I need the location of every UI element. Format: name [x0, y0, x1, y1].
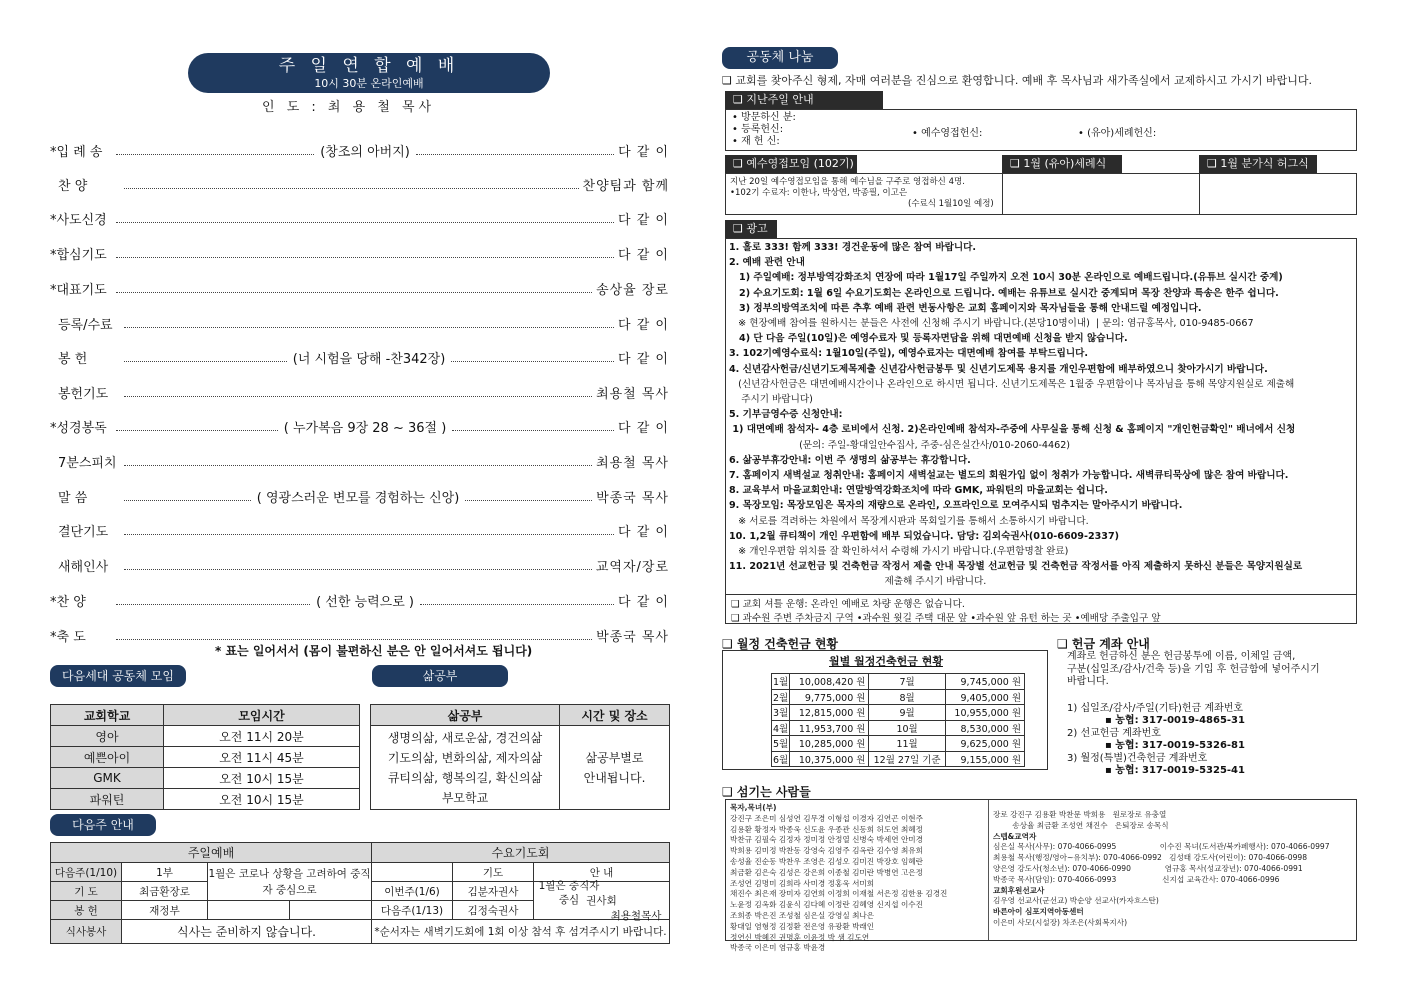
fund-month: 11월	[869, 736, 945, 752]
ad-line: ※ 서로를 격려하는 차원에서 목장게시판과 목회일기를 통해서 소통하시기 바랍니다.	[729, 515, 1089, 527]
order-label: 등록/수료	[58, 317, 113, 333]
cell	[290, 901, 372, 920]
standing-note: * 표는 일어서서 (몸이 불편하신 분은 안 일어서셔도 됩니다)	[215, 644, 533, 658]
leader-dots	[124, 180, 579, 189]
order-detail: ( 누가복음 9장 28 ~ 36절 )	[283, 420, 447, 436]
leader-dots	[452, 422, 614, 431]
server-line: 스텝&교역자	[993, 831, 1037, 841]
welcome-text: ❑ 교회를 찾아주신 형제, 자매 여러분을 진심으로 환영합니다. 예배 후 목사님과 새가족실에서 교제하시고 가시기 바랍니다.	[722, 74, 1312, 87]
fund-amount: 8,530,000 원	[945, 720, 1024, 736]
ad-line: 1) 주일예배: 정부방역강화조치 연장에 따라 1월17일 주일까지 오전 10시 30분 온라인으로 예배드립니다.(유튜브 실시간 중계)	[729, 272, 1283, 284]
order-leader: 교역자/장로	[595, 559, 669, 575]
leader-dots	[420, 596, 614, 605]
server-line: 조희종 박은진 조성철 심은실 강영실 최나은	[730, 910, 875, 920]
order-item	[50, 243, 669, 263]
school-name: GMK	[51, 768, 164, 789]
ads-list	[729, 240, 1302, 590]
last-week-box	[725, 109, 1357, 151]
cell: 안 내	[534, 863, 670, 882]
building-fund-caption: 월별 월정건축헌금 현황	[829, 655, 943, 668]
sunday-header: 주일예배	[51, 843, 372, 863]
order-item	[50, 347, 669, 367]
building-fund-box	[722, 650, 1048, 770]
servers-title: ❑ 섬기는 사람들	[722, 785, 811, 799]
order-detail: (창조의 아버지)	[320, 144, 410, 160]
samgongbu-course: 부모학교	[441, 790, 489, 805]
ad-line: 2. 예배 관련 안내	[729, 257, 805, 269]
ads-title: ❑ 광고	[725, 220, 777, 238]
cell	[208, 901, 290, 920]
server-line: 송성율 진순동 박찬우 조영은 김성오 김미진 박장호 임혜란	[730, 856, 923, 866]
order-label: 찬 양	[58, 178, 88, 194]
rededication-label: • 재 헌 신:	[732, 136, 780, 147]
visitors-label: • 방문하신 분:	[732, 112, 796, 123]
account-number: ▪ 농협: 317-0019-4865-31	[1105, 715, 1245, 726]
fund-month: 6월	[772, 751, 790, 767]
order-leader: 송상율 장로	[596, 282, 669, 298]
leader-dots	[124, 457, 592, 466]
last-week-title: ❑ 지난주일 안내	[725, 91, 883, 109]
accounts-intro: 계좌로 헌금하신 분은 헌금봉투에 이름, 이체일 금액,	[1067, 651, 1296, 662]
leader-dots	[116, 422, 278, 431]
server-line: 노윤정 김옥화 김윤식 김다혜 이정란 김혜영 신지섭 이수진	[730, 900, 923, 910]
order-item	[50, 174, 669, 194]
salvation-label: • 예수영접헌신:	[912, 128, 983, 139]
account-number: ▪ 농협: 317-0019-5326-81	[1105, 740, 1245, 751]
servers-left	[730, 803, 947, 954]
shuttle-note: ❑ 교회 셔틀 운행: 온라인 예배로 차량 운행은 없습니다.	[731, 599, 965, 610]
school-name: 영아	[51, 726, 164, 747]
ad-line: 3. 102기예영수료식: 1월10일(주일), 예영수료자는 대면예배 참여를 부탁드립니다.	[729, 348, 1089, 360]
order-item	[50, 451, 669, 471]
order-leader: 찬양팀과 함께	[582, 178, 669, 194]
leader-dots	[416, 146, 614, 155]
ad-line: 3) 정부의방역조치에 따른 추후 예배 관련 변동사항은 교회 홈페이지와 목자님들을 통해 안내드릴 예정입니다.	[729, 302, 1202, 314]
leader-dots	[124, 526, 614, 535]
order-leader: 박종국 목사	[596, 490, 669, 506]
ad-line: ※ 개인우편함 위치를 잘 확인하셔서 수령해 가시기 바랍니다.(우편함명찰 완료)	[729, 546, 1069, 558]
leader-dots	[451, 353, 614, 362]
order-item	[50, 382, 669, 402]
leader-dots	[124, 561, 592, 570]
order-detail: (너 시험을 당해 -찬342장)	[292, 351, 446, 367]
server-line: 바른아이 심포지역아동센터	[993, 907, 1084, 917]
order-leader: 다 같 이	[618, 420, 669, 436]
order-item	[50, 140, 669, 160]
server-line: 최용철 목사(행정/영아~유치부): 070-4066-0992 김성태 강도사(어린이): 070-4066-0998	[993, 853, 1308, 863]
order-item	[50, 278, 669, 298]
server-line: 황대일 염형정 김정환 전은영 유광환 박래인	[730, 921, 875, 931]
accounts-title: ❑ 헌금 계좌 안내	[1057, 637, 1150, 651]
samgongbu-header: 삶공부	[371, 705, 560, 726]
order-label: *사도신경	[50, 212, 107, 228]
next-gen-header: 모임시간	[164, 705, 360, 726]
order-detail: ( 영광스러운 변모를 경험하는 신앙)	[256, 490, 460, 506]
server-line: 채진수 최은재 장미자 김연희 이정희 이재철 서은정 김한용 김경진	[730, 889, 948, 899]
server-line: 장로 강진구 김용환 박찬문 박희용 원로장로 유충열	[993, 810, 1167, 819]
cell: 다음주(1/13)	[372, 901, 453, 920]
fund-amount: 10,955,000 원	[945, 705, 1024, 721]
ad-line: 10. 1,2월 큐티책이 개인 우편함에 배부 되었습니다. 담당: 김외숙권사(010-6609-2337)	[729, 530, 1120, 542]
jan-note: 1월은 중직자 중심	[538, 880, 600, 906]
next-gen-title: 다음세대 공동체 모임	[50, 665, 186, 687]
ad-line: 4. 신년감사헌금/신년기도제목제출 신년감사헌금봉투 및 신년기도제목 용지를 개인우편함에 배부하였으니 찾아가시기 바랍니다.	[729, 363, 1268, 375]
leader-dots	[116, 596, 310, 605]
order-leader: 최용철 목사	[596, 455, 669, 471]
fund-amount: 10,285,000 원	[790, 736, 869, 752]
accounts-intro: 구분(십일조/감사/건축 등)을 기입 후 헌금함에 넣어주시기	[1067, 663, 1320, 675]
server-line: 김우영 선교사(군선교) 박순양 선교사(카자흐스탄)	[993, 896, 1159, 906]
samgongbu-header: 시간 및 장소	[560, 705, 670, 726]
fund-month: 5월	[772, 736, 790, 752]
order-label: 봉헌기도	[58, 386, 109, 402]
accounts-intro: 바랍니다.	[1067, 676, 1109, 687]
cell: 기도	[453, 863, 534, 882]
worship-subtitle: 10시 30분 온라인예배	[314, 77, 424, 90]
server-line: 김용환 황정자 박종욱 신도윤 우종관 신동희 허도연 최혜정	[730, 824, 923, 834]
next-week-title: 다음주 안내	[50, 814, 156, 836]
school-name: 예쁜아이	[51, 747, 164, 768]
fund-amount: 9,155,000 원	[945, 751, 1024, 767]
server-line: 박종국 목사(담임): 070-4066-0993 신지섭 교육간사: 070-4066-0996	[993, 874, 1280, 884]
samgongbu-course: 생명의삶, 새로운삶, 경건의삶	[387, 730, 543, 745]
order-item	[50, 208, 669, 228]
ceremony-box	[725, 173, 1357, 215]
cell: 이번주(1/6)	[372, 882, 453, 901]
fund-month: 4월	[772, 720, 790, 736]
servers-right	[993, 810, 1330, 929]
fund-amount: 10,375,000 원	[790, 751, 869, 767]
fund-amount: 9,405,000 원	[945, 689, 1024, 705]
ad-line: 2) 수요기도회: 1월 6일 수요기도회는 온라인으로 드립니다. 예배는 유튜브로 실시간 중계되며 목장 찬양과 특송은 한주 쉽니다.	[729, 287, 1279, 299]
building-fund-title: ❑ 월정 건축헌금 현황	[722, 637, 839, 651]
leader-dots	[116, 214, 614, 223]
fund-month: 8월	[869, 689, 945, 705]
salvation-line: 지난 20일 예수영접모임을 통해 예수님을 구주로 영접하신 4명.	[730, 177, 965, 187]
cell: 재정부	[122, 901, 208, 920]
order-item	[50, 486, 669, 506]
fund-amount: 11,953,700 원	[790, 720, 869, 736]
order-item	[50, 555, 669, 575]
cell: 1부	[122, 863, 208, 882]
guide-cell-2: 최용철목사	[610, 910, 662, 922]
salvation-line: •102기 수료자: 이한나, 박상연, 박종필, 이고은	[730, 188, 908, 198]
cell: 김정숙권사	[453, 901, 534, 920]
server-line: 조성연 김명미 김희라 사미경 정홍욱 서미희	[730, 878, 875, 888]
leader-dots	[124, 388, 592, 397]
leader-dots	[124, 319, 614, 328]
order-leader: 다 같 이	[618, 212, 669, 228]
fund-month: 7월	[869, 674, 945, 690]
order-label: *찬 양	[50, 594, 86, 610]
guide-cell: 권사회	[586, 894, 617, 907]
salvation-meeting-title: ❑ 예수영접모임 (102기)	[725, 155, 857, 173]
server-line: 송상율 최금환 조성연 채진수 은퇴장로 송목식	[993, 820, 1169, 830]
ad-line: 주시기 바랍니다)	[729, 394, 813, 406]
order-leader: 다 같 이	[618, 317, 669, 333]
worship-title: 주 일 연 합 예 배	[278, 56, 460, 76]
order-item	[50, 416, 669, 436]
order-label: *축 도	[50, 629, 86, 645]
parking-note: ❑ 과수원 주변 주차금지 구역 •과수원 윗길 주택 대문 앞 •과수원 앞 유턴 하는 곳 •예배당 주출입구 앞	[731, 613, 1161, 624]
fund-amount: 9,745,000 원	[945, 674, 1024, 690]
ad-line: 4) 단 다음 주일(10일)은 예영수료자 및 등록자면담을 위해 대면예배 신청을 받지 않습니다.	[729, 333, 1128, 345]
fund-month: 9월	[869, 705, 945, 721]
fund-month: 12월 27일 기준	[869, 751, 945, 767]
fund-amount: 9,775,000 원	[790, 689, 869, 705]
ad-line: (신년감사헌금은 대면예배시간이나 온라인으로 하시면 됩니다. 신년기도제목은 1월중 우편함이나 목자님을 통해 목양지원실로 제출해	[729, 378, 1295, 390]
order-label: *성경봉독	[50, 420, 107, 436]
meeting-time: 오전 11시 45분	[164, 747, 360, 768]
cell: 최금환장로	[122, 882, 208, 901]
cell: 김분자권사	[453, 882, 534, 901]
server-line: 심은실 목사(사무): 070-4066-0995 이수진 목녀(도서관/북카페행사): 070-4066-0997	[993, 842, 1330, 852]
order-label: *입 례 송	[50, 144, 103, 160]
cell: 봉 헌	[51, 901, 122, 920]
fund-amount: 12,815,000 원	[790, 705, 869, 721]
wednesday-header: 수요기도회	[372, 843, 670, 863]
samgongbu-table	[370, 704, 670, 810]
officiant: 인 도 : 최 용 철 목사	[262, 100, 436, 115]
accounts-body	[1067, 651, 1320, 778]
order-label: 봉 헌	[58, 351, 88, 367]
ad-line: 5. 기부금영수증 신청안내:	[729, 409, 843, 421]
fund-month: 1월	[772, 674, 790, 690]
servers-box	[725, 799, 1357, 953]
cell	[372, 863, 453, 882]
meeting-time: 오전 11시 20분	[164, 726, 360, 747]
ad-line: 8. 교육부서 마을교회안내: 연말방역강화조치에 따라 GMK, 파워틴의 마을교회는 쉽니다.	[729, 485, 1108, 497]
baptism-title: ❑ 1월 (유아)세례식	[1002, 155, 1122, 173]
order-item	[50, 313, 669, 333]
server-line: 박희용 김미정 박찬동 강영숙 김영주 김옥란 김수영 최유희	[730, 846, 923, 856]
samgongbu-title: 삶공부	[372, 665, 508, 687]
fund-month: 2월	[772, 689, 790, 705]
leader-dots	[116, 249, 614, 258]
worship-header	[188, 53, 550, 93]
leader-dots	[465, 492, 592, 501]
account-label: 1) 십일조/감사/주일(기타)헌금 계좌번호	[1067, 702, 1244, 714]
leader-dots	[116, 284, 592, 293]
leader-dots	[116, 146, 314, 155]
ad-line: 제출해 주시기 바랍니다.	[729, 576, 987, 588]
server-line: 이은미 사모(시설장) 차조은(사회복지사)	[993, 917, 1128, 927]
ad-line: ※ 현장예배 참여를 원하시는 분들은 사전에 신청해 주시기 바랍니다.(본당10명이내) | 문의: 염규홍목사, 010-9485-0667	[729, 318, 1254, 330]
ad-line: (문의: 주일-황대일안수집사, 주중-심은실간사/010-2060-4462)	[729, 439, 1071, 451]
meeting-time: 오전 10시 15분	[164, 789, 360, 810]
server-line: 교회후원선교사	[993, 885, 1045, 895]
salvation-line: (수료식 1월10일 예정)	[908, 199, 994, 209]
order-leader: 다 같 이	[618, 144, 670, 160]
samgongbu-course: 큐티의삶, 행복의길, 확신의삶	[387, 770, 543, 785]
fund-month: 3월	[772, 705, 790, 721]
server-line: 정연신 박혜진 권명훈 이윤정 박 샘 김도연	[730, 932, 870, 942]
ad-line: 7. 홈페이지 새벽설교 청취안내: 홈페이지 새벽설교는 별도의 회원가입 없이 청취가 가능합니다. 새벽큐티묵상에 많은 참여 바랍니다.	[729, 470, 1289, 482]
next-gen-header: 교회학교	[51, 705, 164, 726]
cell: 식사봉사	[51, 920, 122, 944]
building-fund-table	[771, 673, 1025, 767]
meeting-time: 오전 10시 15분	[164, 768, 360, 789]
order-leader: 박종국 목사	[596, 629, 669, 645]
order-label: 말 씀	[58, 490, 88, 506]
order-label: *대표기도	[50, 282, 107, 298]
samgongbu-place: 삶공부별로	[585, 750, 644, 765]
ad-line: 9. 목장모임: 목장모임은 목자의 재량으로 온라인, 오프라인으로 모여주시되 멈추지는 말아주시기 바랍니다.	[729, 500, 1183, 512]
ad-line: 11. 2021년 선교헌금 및 건축헌금 작정서 제출 안내 목장별 선교헌금 및 건축헌금 작정서를 아직 제출하지 못하신 분들은 목양지원실로	[729, 561, 1303, 573]
account-number: ▪ 농협: 317-0019-5325-41	[1105, 765, 1245, 776]
server-line: 양은영 강도사(청소년): 070-4066-0990 염규홍 목사(성교장년): 070-4066-0991	[993, 863, 1303, 873]
order-label: 7분스피치	[58, 455, 117, 471]
ad-line: 1) 대면예배 참석자- 4층 로비에서 신청. 2)온라인예배 참석자-주중에 사무실을 통해 신청 & 홈페이지 "개인헌금확인" 배너에서 신청	[729, 424, 1296, 436]
order-leader: 다 같 이	[618, 247, 669, 263]
server-line: 박찬규 김필숙 김정자 정미정 안정열 신병숙 박세연 안미경	[730, 835, 923, 845]
leader-dots	[116, 631, 592, 640]
samgongbu-course: 기도의삶, 변화의삶, 제자의삶	[387, 750, 543, 765]
ad-line: 6. 삶공부휴강안내: 이번 주 생명의 삶공부는 휴강합니다.	[729, 454, 971, 466]
order-label: *합심기도	[50, 247, 107, 263]
hug-ceremony-title: ❑ 1월 분가식 허그식	[1199, 155, 1317, 173]
server-line: 목자,목녀(부)	[730, 803, 777, 812]
fund-amount: 9,625,000 원	[945, 736, 1024, 752]
order-label: 새해인사	[58, 559, 109, 575]
order-leader: 다 같 이	[618, 594, 669, 610]
account-label: 3) 월정(특별)건축헌금 계좌번호	[1067, 752, 1208, 764]
order-item	[50, 590, 669, 610]
cell: 다음주(1/10)	[51, 863, 122, 882]
community-title: 공동체 나눔	[722, 47, 838, 69]
order-leader: 최용철 목사	[596, 386, 669, 402]
fund-month: 10월	[869, 720, 945, 736]
next-gen-table	[50, 704, 360, 810]
baptism-label: • (유아)세례헌신:	[1078, 128, 1157, 139]
server-line: 강진구 조은미 심성연 김무경 이형섭 이경자 김연곤 이현주	[730, 813, 923, 823]
order-detail: ( 선한 능력으로 )	[316, 594, 414, 610]
server-line: 박종국 이은미 염규홍 박윤경	[730, 943, 826, 953]
school-name: 파워틴	[51, 789, 164, 810]
order-item	[50, 520, 669, 540]
registered-label: • 등록헌신:	[732, 124, 784, 135]
order-label: 결단기도	[58, 524, 109, 540]
leader-dots	[124, 492, 251, 501]
ads-box	[725, 238, 1357, 624]
cell: 식사는 준비하지 않습니다.	[122, 920, 372, 944]
ad-line: 1. 홀로 333! 함께 333! 경건운동에 많은 참여 바랍니다.	[729, 242, 977, 253]
server-line: 최금환 김은숙 김성은 강은희 이종철 김미란 박병연 고은정	[730, 867, 923, 877]
cell: *순서자는 새벽기도회에 1회 이상 참석 후 섬겨주시기 바랍니다.	[372, 920, 670, 944]
fund-amount: 10,008,420 원	[790, 674, 869, 690]
samgongbu-place: 안내됩니다.	[583, 770, 646, 785]
cell: 1월은 코로나 상황을 고려하여 중직자 중심으로	[208, 863, 372, 901]
leader-dots	[124, 353, 287, 362]
account-label: 2) 선교헌금 계좌번호	[1067, 727, 1161, 739]
order-leader: 다 같 이	[618, 524, 669, 540]
cell: 기 도	[51, 882, 122, 901]
order-leader: 다 같 이	[618, 351, 669, 367]
